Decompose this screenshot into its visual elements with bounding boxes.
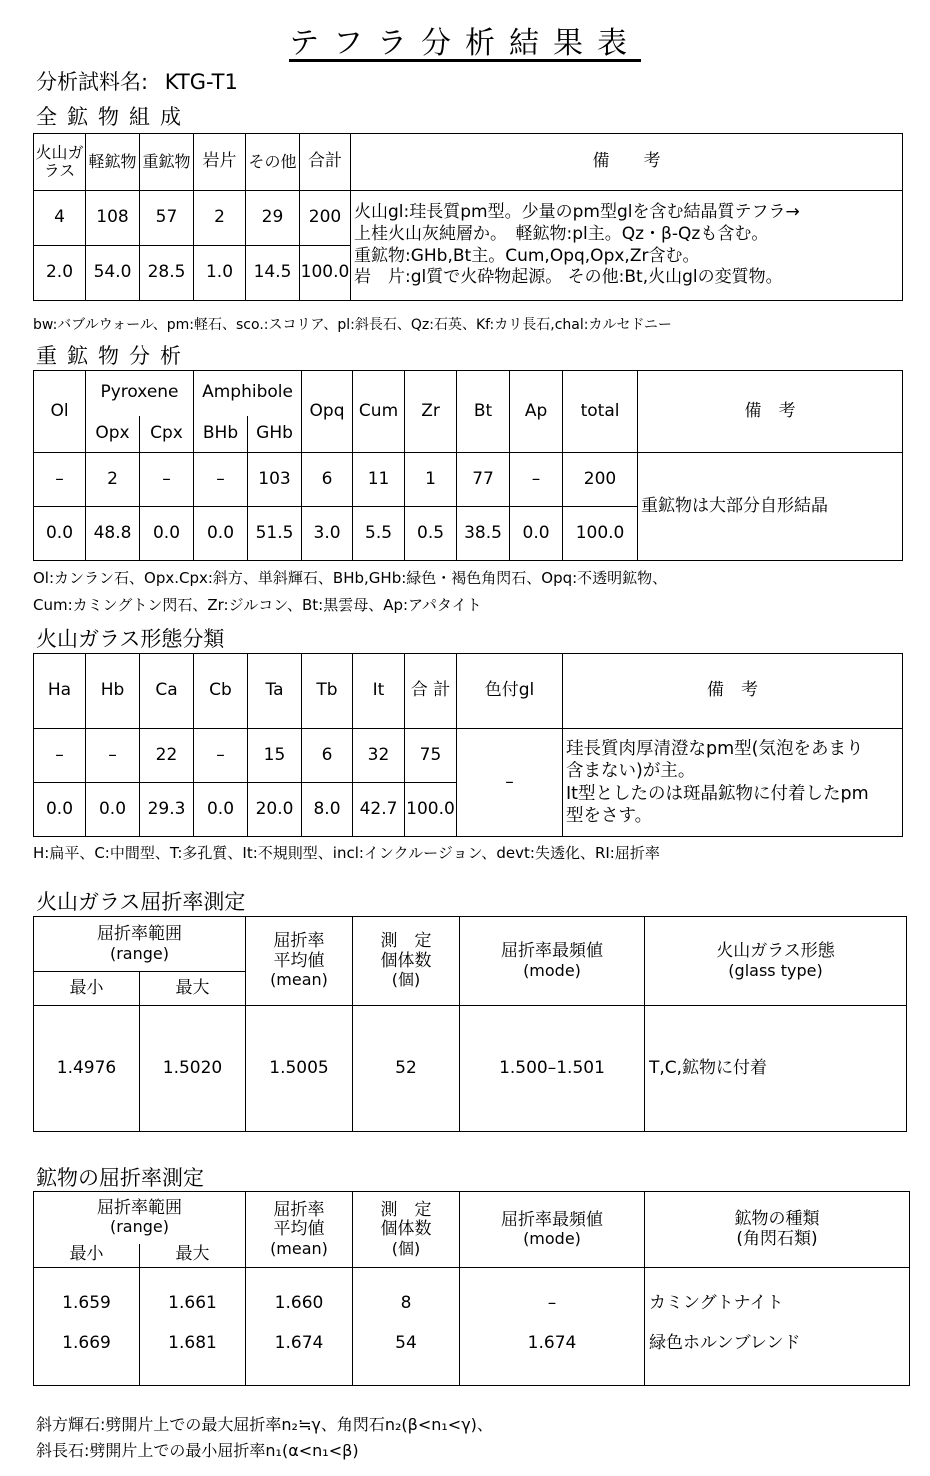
remarks-line: 型をさす。 bbox=[566, 805, 653, 826]
cell-percent: 20.0 bbox=[248, 783, 302, 837]
heavy-minerals-table bbox=[33, 370, 903, 561]
header-min: 最小 bbox=[34, 972, 140, 1006]
cell-min: 1.669 bbox=[34, 1318, 140, 1386]
cell-mineral-type: 緑色ホルンブレンド bbox=[645, 1318, 910, 1386]
cell-percent: 1.0 bbox=[194, 246, 246, 301]
header-count bbox=[353, 917, 460, 1006]
header-mineral-type bbox=[645, 1192, 910, 1268]
remarks-line: 上桂火山灰純層か。 軽鉱物:pl主。Qz・β-Qzも含む。 bbox=[354, 223, 769, 244]
cell-count: 11 bbox=[353, 453, 405, 507]
header-mean-label: 屈折率 bbox=[273, 931, 325, 952]
sample-label: 分析試料名: bbox=[36, 70, 149, 94]
remarks-cell bbox=[351, 191, 903, 301]
header-rock-fragments: 岩片 bbox=[194, 134, 246, 191]
cell-count: 52 bbox=[353, 1006, 460, 1132]
header-remarks: 備 考 bbox=[638, 371, 903, 453]
cell-percent: 29.3 bbox=[140, 783, 194, 837]
cell-count: 8 bbox=[353, 1268, 460, 1318]
cell-count: – bbox=[34, 729, 86, 783]
header-hb: Hb bbox=[86, 654, 140, 729]
footnote-1: 斜方輝石:劈開片上での最大屈折率n₂≒γ、角閃石n₂(β<n₁<γ)、 bbox=[36, 1415, 493, 1434]
cell-percent: 0.0 bbox=[140, 507, 194, 561]
remarks-cell bbox=[563, 729, 903, 837]
header-total: total bbox=[563, 371, 638, 453]
cell-count: 103 bbox=[248, 453, 302, 507]
glass-ri-table bbox=[33, 916, 907, 1132]
cell-max: 1.661 bbox=[140, 1268, 246, 1318]
cell-percent: 8.0 bbox=[302, 783, 353, 837]
cell-percent: 0.0 bbox=[34, 783, 86, 837]
header-mode-en: (mode) bbox=[523, 1229, 581, 1249]
header-mean-label: 屈折率 bbox=[273, 1199, 325, 1220]
header-ghb: GHb bbox=[248, 416, 302, 453]
header-count-label2: 個体数 bbox=[380, 950, 432, 971]
header-mode-en: (mode) bbox=[523, 960, 581, 980]
header-count-en: (個) bbox=[391, 970, 421, 990]
header-range-en: (range) bbox=[109, 943, 169, 963]
cell-mode: 1.674 bbox=[460, 1318, 645, 1386]
header-mode-label: 屈折率最頻値 bbox=[501, 941, 603, 962]
cell-percent: 38.5 bbox=[457, 507, 510, 561]
header-colored-gl: 色付gl bbox=[457, 654, 563, 729]
cell-percent: 14.5 bbox=[246, 246, 300, 301]
page-title: テフラ分析結果表 bbox=[289, 26, 641, 61]
heavy-minerals-legend-1: Ol:カンラン石、Opx.Cpx:斜方、単斜輝石、BHb,GHb:緑色・褐色角閃石、Opq:不透明鉱物、 bbox=[33, 569, 668, 587]
header-mean bbox=[246, 1192, 353, 1268]
cell-percent: 0.0 bbox=[510, 507, 563, 561]
cell-count: – bbox=[194, 453, 248, 507]
cell-count: 1 bbox=[405, 453, 457, 507]
cell-count: – bbox=[140, 453, 194, 507]
cell-percent: 54.0 bbox=[86, 246, 140, 301]
header-max: 最大 bbox=[140, 972, 246, 1006]
cell-mean: 1.660 bbox=[246, 1268, 353, 1318]
cell-count: 2 bbox=[86, 453, 140, 507]
header-range bbox=[34, 917, 246, 972]
header-count-label2: 個体数 bbox=[380, 1219, 432, 1240]
colored-gl-cell: – bbox=[457, 729, 563, 837]
remarks-line: 火山gl:珪長質pm型。少量のpm型glを含む結晶質テフラ→ bbox=[354, 202, 800, 222]
header-max: 最大 bbox=[140, 1244, 246, 1268]
cell-count: 29 bbox=[246, 191, 300, 246]
header-range bbox=[34, 1192, 246, 1244]
mineral-composition-heading: 全鉱物組成 bbox=[36, 105, 191, 129]
cell-max: 1.5020 bbox=[140, 1006, 246, 1132]
mineral-composition-table bbox=[33, 133, 903, 301]
header-range-label: 屈折率範囲 bbox=[97, 924, 182, 945]
cell-mean: 1.674 bbox=[246, 1318, 353, 1386]
sample-value: KTG-T1 bbox=[164, 70, 238, 94]
remarks-line: 珪長質肉厚清澄なpm型(気泡をあまり bbox=[566, 738, 864, 759]
cell-mineral-type: カミングトナイト bbox=[645, 1268, 910, 1318]
header-cpx: Cpx bbox=[140, 416, 194, 453]
header-bt: Bt bbox=[457, 371, 510, 453]
header-ca: Ca bbox=[140, 654, 194, 729]
cell-count: 75 bbox=[405, 729, 457, 783]
glass-morphology-legend: H:扁平、C:中間型、T:多孔質、It:不規則型、incl:インクルージョン、devt:失透化、RI:屈折率 bbox=[33, 844, 660, 862]
header-volcanic-glass: 火山ガラス bbox=[34, 134, 86, 191]
cell-percent: 2.0 bbox=[34, 246, 86, 301]
header-amphibole: Amphibole bbox=[194, 371, 302, 416]
cell-percent: 100.0 bbox=[563, 507, 638, 561]
header-range-label: 屈折率範囲 bbox=[97, 1197, 182, 1218]
header-it: It bbox=[353, 654, 405, 729]
header-glass-type-label: 火山ガラス形態 bbox=[716, 941, 835, 962]
cell-percent: 28.5 bbox=[140, 246, 194, 301]
sample-name bbox=[36, 66, 238, 96]
header-mode bbox=[460, 917, 645, 1006]
header-ap: Ap bbox=[510, 371, 563, 453]
cell-percent: 100.0 bbox=[300, 246, 351, 301]
header-min: 最小 bbox=[34, 1244, 140, 1268]
header-glass-type bbox=[645, 917, 907, 1006]
remarks-line: 重鉱物:GHb,Bt主。Cum,Opq,Opx,Zr含む。 bbox=[354, 245, 700, 266]
header-remarks: 備 考 bbox=[563, 654, 903, 729]
cell-percent: 100.0 bbox=[405, 783, 457, 837]
cell-max: 1.681 bbox=[140, 1318, 246, 1386]
header-tb: Tb bbox=[302, 654, 353, 729]
header-heavy-minerals: 重鉱物 bbox=[140, 134, 194, 191]
header-mean bbox=[246, 917, 353, 1006]
cell-min: 1.4976 bbox=[34, 1006, 140, 1132]
header-other: その他 bbox=[246, 134, 300, 191]
heavy-minerals-heading: 重鉱物分析 bbox=[36, 344, 191, 368]
header-count-en: (個) bbox=[391, 1238, 421, 1258]
cell-percent: 0.0 bbox=[194, 507, 248, 561]
cell-mode: – bbox=[460, 1268, 645, 1318]
glass-morphology-heading: 火山ガラス形態分類 bbox=[36, 627, 225, 651]
cell-count: 4 bbox=[34, 191, 86, 246]
remarks-line: 含まない)が主。 bbox=[566, 761, 696, 782]
cell-percent: 0.0 bbox=[34, 507, 86, 561]
header-ta: Ta bbox=[248, 654, 302, 729]
header-total: 合 計 bbox=[405, 654, 457, 729]
header-mineral-type-label: 鉱物の種類 bbox=[734, 1208, 820, 1229]
cell-count: 6 bbox=[302, 453, 353, 507]
remarks-line: 岩 片:gl質で火砕物起源。 その他:Bt,火山glの変質物。 bbox=[354, 267, 783, 288]
header-pyroxene: Pyroxene bbox=[86, 371, 194, 416]
cell-count: 200 bbox=[300, 191, 351, 246]
cell-percent: 48.8 bbox=[86, 507, 140, 561]
header-light-minerals: 軽鉱物 bbox=[86, 134, 140, 191]
cell-count: 2 bbox=[194, 191, 246, 246]
cell-count: 54 bbox=[353, 1318, 460, 1386]
cell-count: 32 bbox=[353, 729, 405, 783]
heavy-minerals-legend-2: Cum:カミングトン閃石、Zr:ジルコン、Bt:黒雲母、Ap:アパタイト bbox=[33, 596, 482, 614]
cell-percent: 0.0 bbox=[86, 783, 140, 837]
remarks-line: It型としたのは斑晶鉱物に付着したpm bbox=[566, 783, 869, 804]
cell-min: 1.659 bbox=[34, 1268, 140, 1318]
header-mean-en: (mean) bbox=[270, 970, 328, 990]
remarks-cell: 重鉱物は大部分自形結晶 bbox=[638, 453, 903, 561]
header-cb: Cb bbox=[194, 654, 248, 729]
header-glass-type-en: (glass type) bbox=[728, 960, 823, 980]
header-remarks: 備 考 bbox=[351, 134, 903, 191]
header-ha: Ha bbox=[34, 654, 86, 729]
header-bhb: BHb bbox=[194, 416, 248, 453]
header-zr: Zr bbox=[405, 371, 457, 453]
cell-count: 77 bbox=[457, 453, 510, 507]
header-count-label: 測 定 bbox=[380, 931, 432, 952]
cell-count: 15 bbox=[248, 729, 302, 783]
header-mean-label2: 平均値 bbox=[273, 950, 325, 971]
header-mineral-type-en: (角閃石類) bbox=[736, 1228, 818, 1249]
header-opq: Opq bbox=[302, 371, 353, 453]
cell-glass-type: T,C,鉱物に付着 bbox=[645, 1006, 907, 1132]
header-range-en: (range) bbox=[109, 1217, 169, 1237]
header-opx: Opx bbox=[86, 416, 140, 453]
mineral-composition-legend: bw:バブルウォール、pm:軽石、sco.:スコリア、pl:斜長石、Qz:石英、Kf:カリ長石,chal:カルセドニー bbox=[33, 317, 672, 333]
cell-count: – bbox=[510, 453, 563, 507]
cell-percent: 0.0 bbox=[194, 783, 248, 837]
cell-count: 57 bbox=[140, 191, 194, 246]
cell-percent: 0.5 bbox=[405, 507, 457, 561]
cell-percent: 3.0 bbox=[302, 507, 353, 561]
footnote-2: 斜長石:劈開片上での最小屈折率n₁(α<n₁<β) bbox=[36, 1441, 359, 1460]
cell-count: – bbox=[86, 729, 140, 783]
header-cum: Cum bbox=[353, 371, 405, 453]
cell-percent: 42.7 bbox=[353, 783, 405, 837]
header-mean-label2: 平均値 bbox=[273, 1219, 325, 1240]
cell-mean: 1.5005 bbox=[246, 1006, 353, 1132]
header-mean-en: (mean) bbox=[270, 1238, 328, 1258]
header-mode-label: 屈折率最頻値 bbox=[501, 1209, 603, 1230]
header-mode bbox=[460, 1192, 645, 1268]
header-count-label: 測 定 bbox=[380, 1199, 432, 1220]
cell-count: 6 bbox=[302, 729, 353, 783]
glass-morphology-table bbox=[33, 653, 903, 837]
mineral-ri-heading: 鉱物の屈折率測定 bbox=[36, 1166, 204, 1190]
cell-percent: 5.5 bbox=[353, 507, 405, 561]
header-count bbox=[353, 1192, 460, 1268]
cell-percent: 51.5 bbox=[248, 507, 302, 561]
cell-count: – bbox=[34, 453, 86, 507]
header-ol: Ol bbox=[34, 371, 86, 453]
cell-count: 108 bbox=[86, 191, 140, 246]
glass-ri-heading: 火山ガラス屈折率測定 bbox=[36, 890, 246, 914]
cell-count: 200 bbox=[563, 453, 638, 507]
header-total: 合計 bbox=[300, 134, 351, 191]
cell-count: 22 bbox=[140, 729, 194, 783]
mineral-ri-table bbox=[33, 1191, 910, 1386]
cell-count: – bbox=[194, 729, 248, 783]
cell-mode: 1.500–1.501 bbox=[460, 1006, 645, 1132]
